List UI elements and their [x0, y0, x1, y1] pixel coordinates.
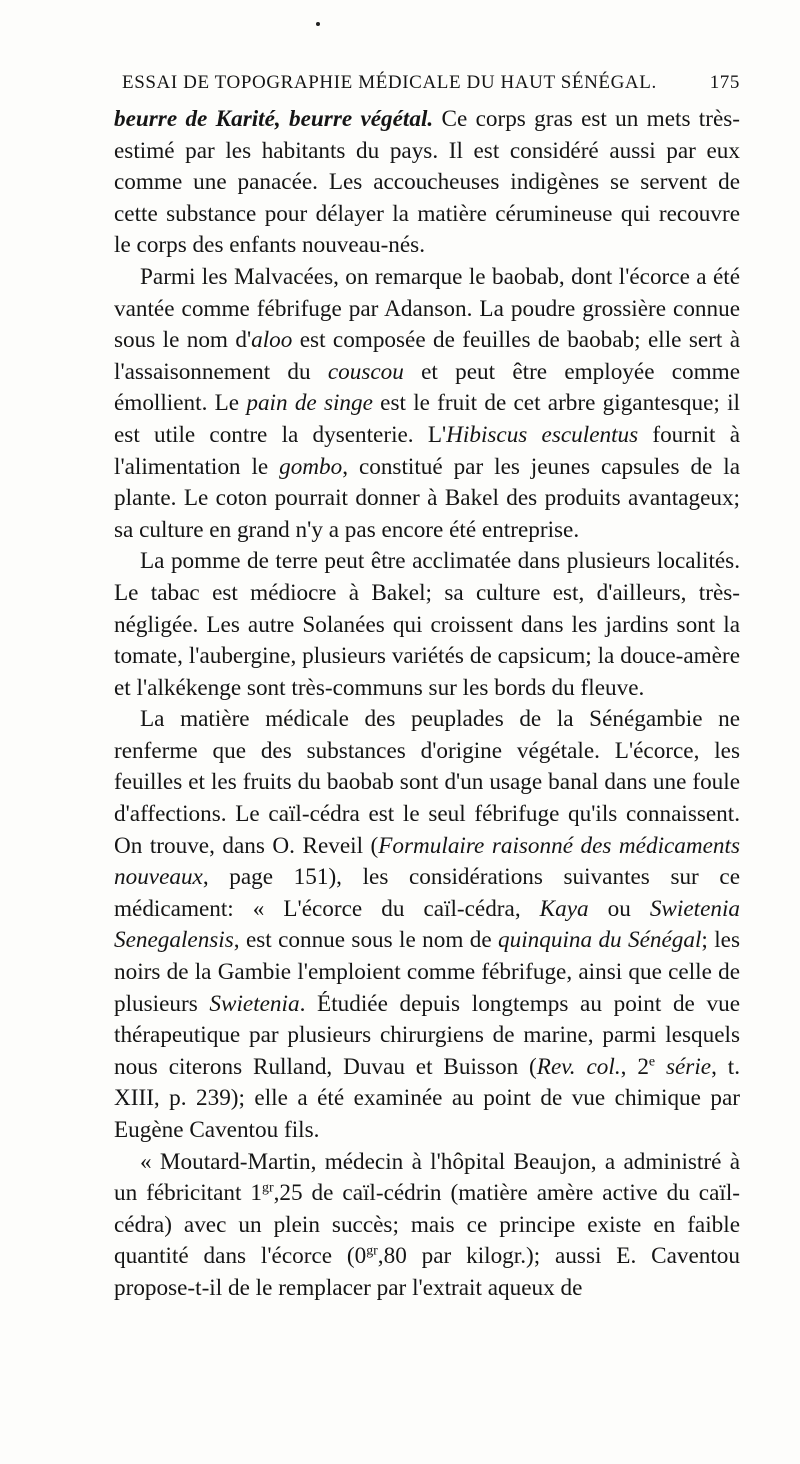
italic-text: quinquina du Sénégal — [498, 927, 702, 954]
italic-text: pain de singe — [246, 390, 373, 417]
paragraph — [114, 104, 740, 262]
superscript-text: gr — [366, 1243, 378, 1259]
text-run: , page 151), les considérations suivantes sur ce médicament: « L'écorce du caïl-cédra, — [114, 864, 740, 922]
italic-text: Swietenia Senegalensis — [114, 895, 740, 954]
superscript-text: gr — [262, 1180, 274, 1196]
text-run: ,25 de caïl-cédrin (matière amère active du caïl-cédra) avec un plein succès; mais ce principe existe en faible quantité dans l'écorce (0 — [114, 1180, 740, 1270]
text-run: , constitué par les jeunes capsules de la plante. Le coton pourrait donner à Bakel des produits avantageux; sa culture en grand n'y a pas encore été entreprise. — [114, 453, 740, 543]
paragraph — [114, 262, 740, 546]
text-run: Ce corps gras est un mets très-estimé par les habitants du pays. Il est considéré aussi par eux comme une panacée. Les accoucheuses indigènes se servent de cette substance pour délayer la matière cérumineuse qui recouvre le corps des enfants nouveau-nés. — [114, 106, 740, 259]
page-number: 175 — [709, 72, 740, 93]
text-run: La matière médicale des peuplades de la Sénégambie ne renferme que des substances d'origine végétale. L'écorce, les feuilles et les fruits du baobab sont d'un usage banal dans une foule d'affections. Le caïl-cédra est le seul fébrifuge qu'ils connaissent. On trouve, dans O. Reveil ( — [114, 706, 740, 859]
text-run: La pomme de terre peut être acclimatée dans plusieurs localités. Le tabac est médiocre à Bakel; sa culture est, d'ailleurs, très-négligée. Les autre Solanées qui croissent dans les jardins sont la tomate, l'aubergine, plusieurs variétés de capsicum; la douce-amère et l'alkékenge sont très-communs sur les bords du fleuve. — [114, 548, 740, 701]
bold-italic-text: beurre de Karité, beurre végétal. — [114, 106, 434, 132]
italic-text: aloo — [251, 327, 293, 354]
text-run: , est connue sous le nom de — [233, 927, 499, 954]
paragraph — [114, 704, 740, 1146]
italic-text: Kaya — [539, 895, 589, 922]
italic-text: série — [665, 1053, 712, 1080]
running-title: ESSAI DE TOPOGRAPHIE MÉDICALE DU HAUT SÉNÉGAL. — [122, 72, 657, 93]
text-run: , 2 — [620, 1053, 649, 1080]
paragraph — [114, 546, 740, 704]
text-run: et peut être employée comme émollient. Le — [114, 358, 741, 417]
text-run: « Moutard-Martin, médecin à l'hôpital Beaujon, a administré à un fébricitant 1 — [114, 1148, 740, 1207]
italic-text: Swietenia — [209, 990, 300, 1017]
text-run: ou — [588, 895, 650, 922]
body-text — [114, 104, 740, 1305]
superscript-text: e — [648, 1054, 656, 1070]
text-run: , t. XIII, p. 239); elle a été examinée au point de vue chimique par Eugène Caventou fils. — [114, 1053, 740, 1143]
text-run: ,80 par kilogr.); aussi E. Caventou propose-t-il de le remplacer par l'extrait aqueux de — [114, 1243, 740, 1301]
text-run: Parmi les Malvacées, on remarque le baobab, dont l'écorce a été vantée comme fébrifuge par Adanson. La poudre grossière connue sous le nom d' — [114, 263, 740, 354]
text-run: fournit à l'alimentation le — [114, 421, 740, 480]
text-run — [655, 1054, 666, 1080]
italic-text: Rev. col. — [536, 1053, 621, 1080]
text-run: est composée de feuilles de baobab; elle sert à l'assaisonnement du — [114, 327, 741, 385]
text-run: est le fruit de cet arbre gigantesque; il est utile contre la dysenterie. L' — [114, 390, 740, 448]
running-header — [112, 68, 740, 102]
italic-text: Formulaire raisonné des médicaments nouveaux — [114, 832, 740, 891]
italic-text: couscou — [327, 358, 404, 385]
paragraph — [114, 1147, 740, 1305]
italic-text: Hibiscus esculentus — [446, 421, 639, 448]
text-run: . Étudiée depuis longtemps au point de vue thérapeutique par plusieurs chirurgiens de marine, parmi lesquels nous citerons Rulland, Duvau et Buisson ( — [114, 990, 740, 1080]
printer-dot-mark — [316, 22, 320, 26]
italic-text: gombo — [279, 453, 343, 480]
text-run: ; les noirs de la Gambie l'emploient comme fébrifuge, ainsi que celle de plusieurs — [114, 927, 740, 1017]
